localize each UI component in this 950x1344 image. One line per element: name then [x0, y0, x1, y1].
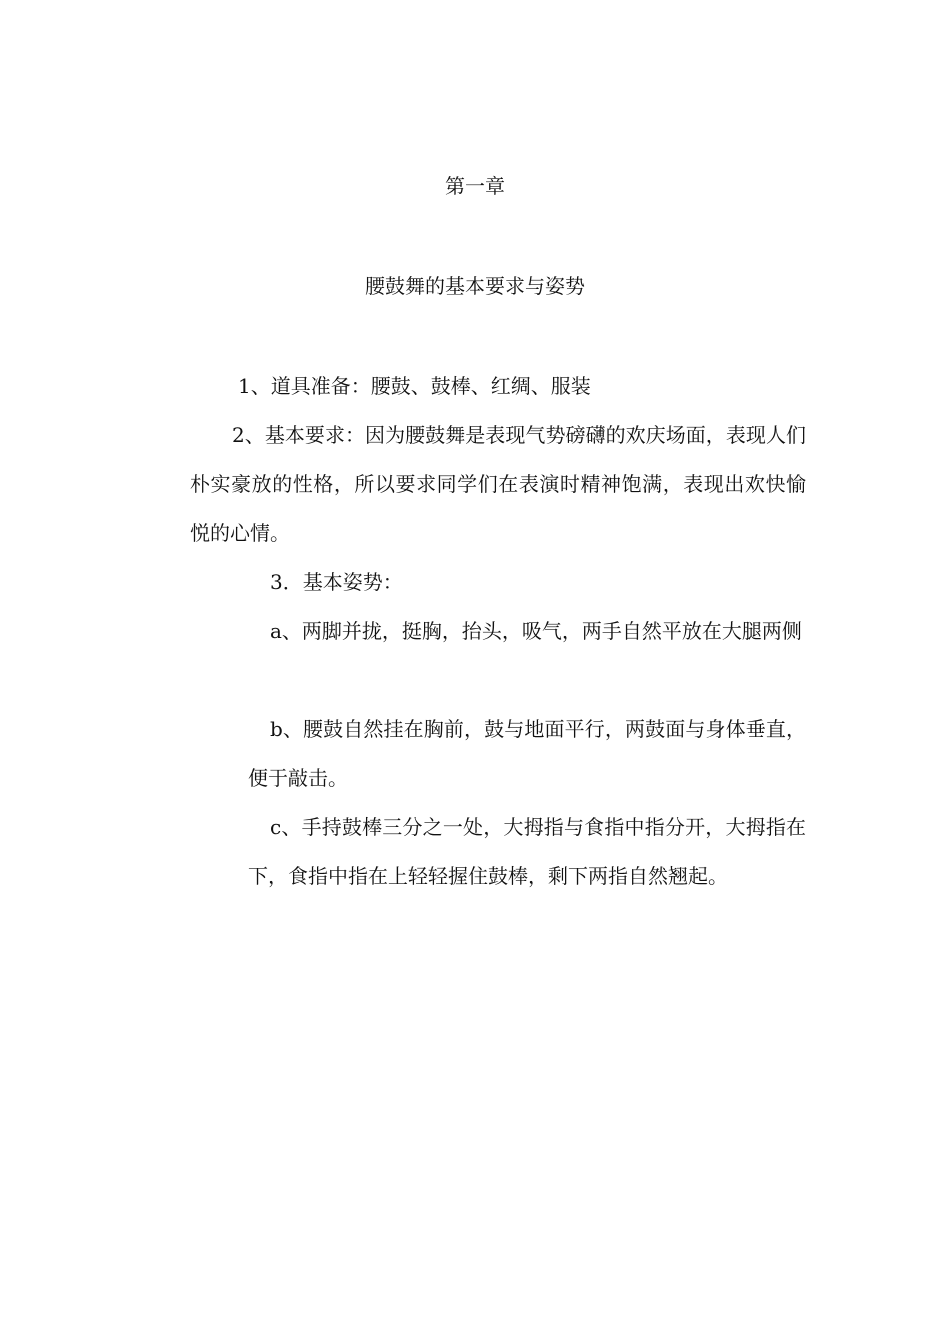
- paragraph-requirements: 2、基本要求：因为腰鼓舞是表现气势磅礴的欢庆场面，表现人们朴实豪放的性格，所以要求同学们在表演时精神饱满，表现出欢快愉悦的心情。: [190, 423, 806, 545]
- paragraph-props: 1、道具准备：腰鼓、鼓棒、红绸、服装: [238, 374, 591, 398]
- paragraph-posture-heading: 3．基本姿势：: [270, 570, 403, 594]
- paragraph-posture-b: b、腰鼓自然挂在胸前，鼓与地面平行，两鼓面与身体垂直，便于敲击。: [248, 717, 806, 790]
- paragraph-posture-a: a、两脚并拢，挺胸，抬头，吸气，两手自然平放在大腿两侧: [270, 619, 802, 643]
- chapter-heading: 第一章: [445, 174, 505, 198]
- paragraph-posture-c: c、手持鼓棒三分之一处，大拇指与食指中指分开，大拇指在下，食指中指在上轻轻握住鼓棒，剩下两指自然翘起。: [248, 815, 806, 888]
- document-title: 腰鼓舞的基本要求与姿势: [365, 274, 585, 298]
